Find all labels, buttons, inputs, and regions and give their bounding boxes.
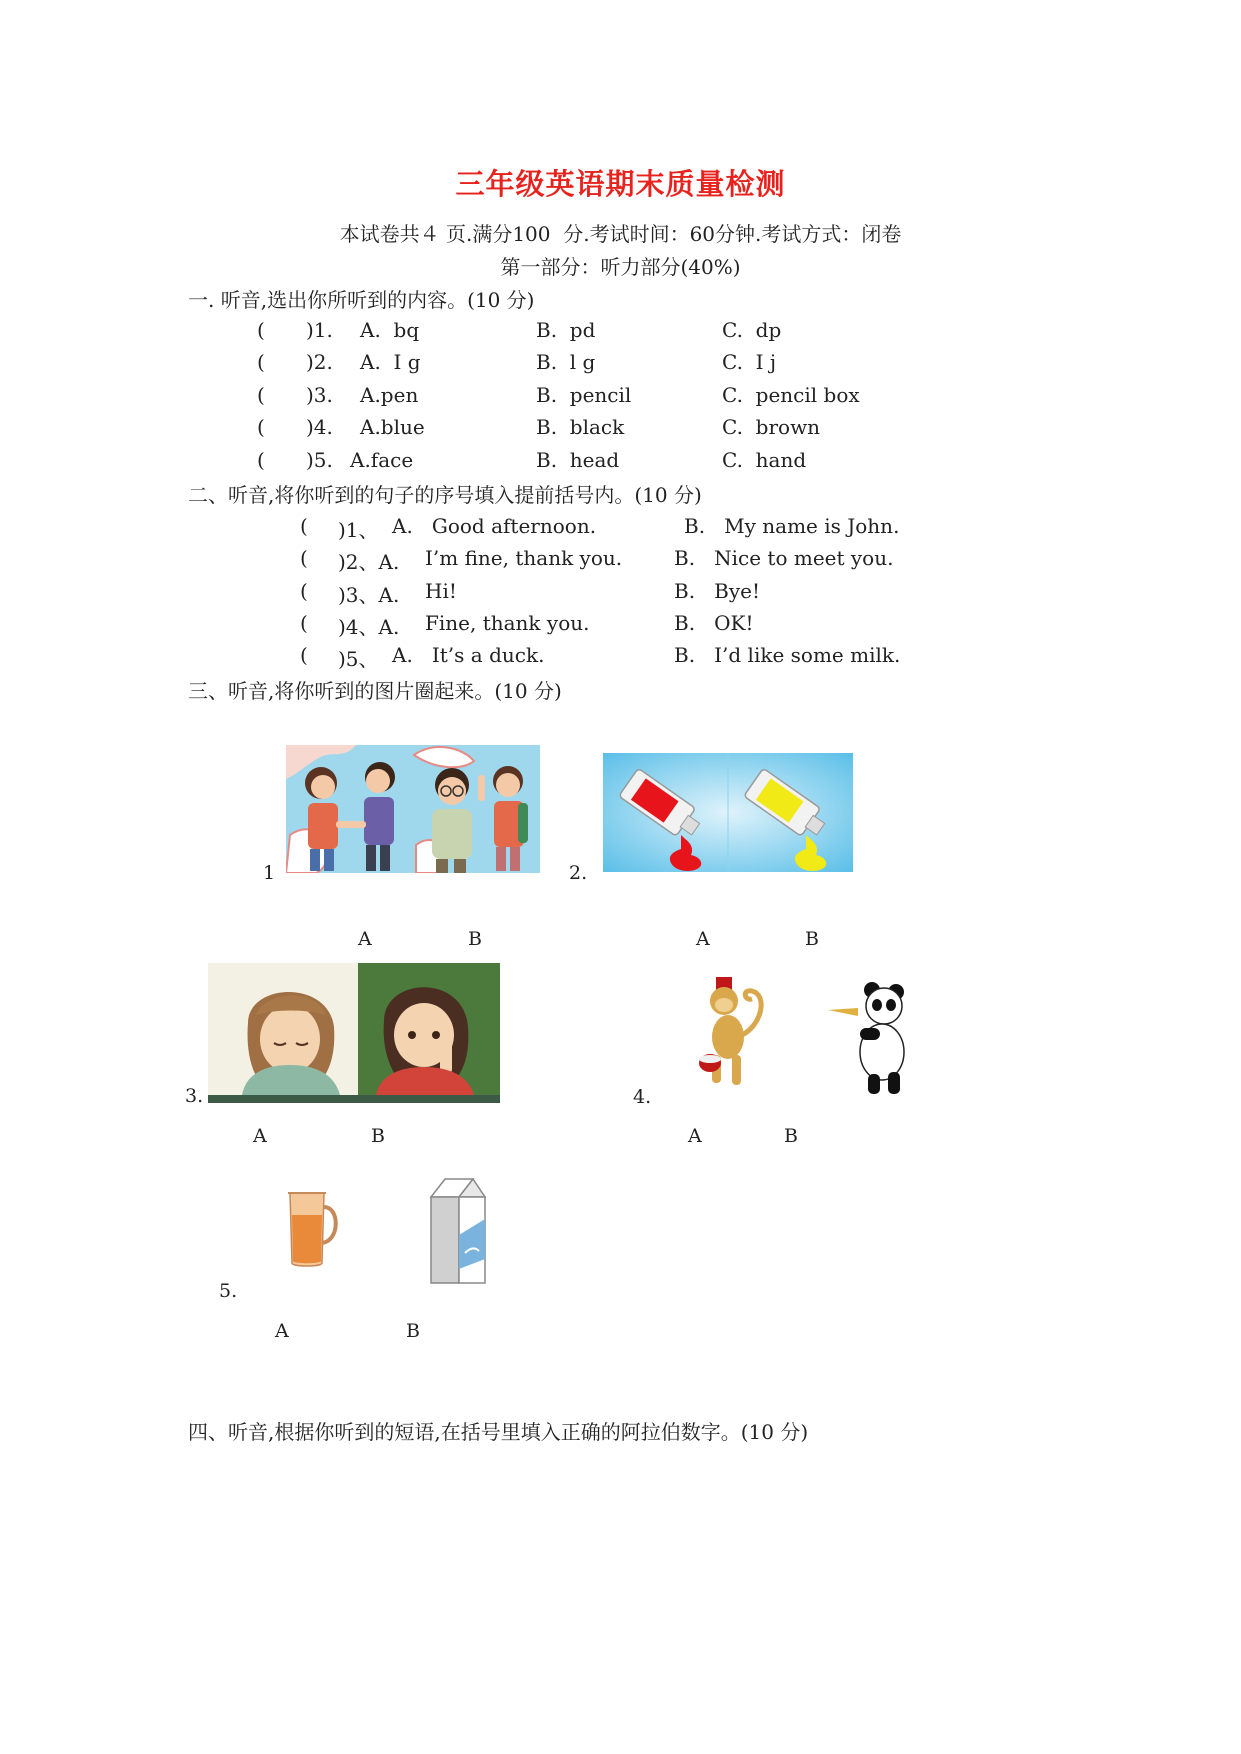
option-b: B. pd	[536, 318, 596, 342]
children-greeting-illustration	[286, 745, 540, 873]
answer-paren[interactable]: (	[257, 383, 265, 407]
item-number: )1、	[338, 518, 379, 542]
page-title: 三年级英语期末质量检测	[455, 167, 786, 201]
option-b: B. Bye!	[674, 579, 760, 603]
item-number: )3.	[306, 383, 333, 407]
option-b-label: B	[406, 1320, 420, 1342]
option-a-label: A	[358, 928, 372, 950]
option-a: A. Good afternoon.	[392, 514, 597, 538]
answer-paren[interactable]: (	[257, 350, 265, 374]
answer-paren[interactable]: (	[257, 415, 265, 439]
juice-picture[interactable]	[282, 1185, 342, 1270]
answer-paren[interactable]: (	[257, 448, 265, 472]
option-b-label: B	[468, 928, 482, 950]
item-number: )2.	[306, 350, 333, 374]
option-b-label: B	[805, 928, 819, 950]
option-a: Hi!	[425, 579, 457, 603]
paint-picture[interactable]	[603, 753, 853, 872]
answer-paren[interactable]: (	[300, 643, 308, 667]
option-b: B. Nice to meet you.	[674, 546, 894, 570]
option-a-label: A	[696, 928, 710, 950]
option-a: A.face	[350, 448, 414, 472]
panda-picture[interactable]	[824, 978, 910, 1096]
exam-info: 本试卷共４ 页.满分100 分.考试时间：60分钟.考试方式：闭卷	[339, 222, 902, 246]
panda-trumpet-icon	[824, 978, 910, 1096]
juice-jug-icon	[282, 1185, 342, 1270]
item-number: )4.	[306, 415, 333, 439]
milk-carton-icon	[425, 1175, 488, 1287]
answer-paren[interactable]: (	[300, 546, 308, 570]
monkey-picture[interactable]	[698, 975, 770, 1090]
option-a: I’m fine, thank you.	[425, 546, 623, 570]
option-a: A.blue	[360, 415, 425, 439]
option-a: Fine, thank you.	[425, 611, 590, 635]
greeting-picture[interactable]	[286, 745, 540, 873]
option-c: C. brown	[722, 415, 821, 439]
item-number: )5.	[306, 448, 333, 472]
option-a-label: A	[275, 1320, 289, 1342]
item-number: )1.	[306, 318, 333, 342]
option-c: C. dp	[722, 318, 782, 342]
item-number: )3、A.	[338, 583, 400, 607]
section4-heading: 四、听音,根据你听到的短语,在括号里填入正确的阿拉伯数字。(10 分)	[188, 1420, 809, 1444]
section2-heading: 二、听音,将你听到的句子的序号填入提前括号内。(10 分)	[188, 483, 702, 507]
option-a: A. It’s a duck.	[392, 643, 545, 667]
girl-feeling-picture[interactable]	[208, 963, 500, 1103]
option-a-label: A	[253, 1125, 267, 1147]
option-b: B. I’d like some milk.	[674, 643, 901, 667]
milk-picture[interactable]	[425, 1175, 488, 1287]
option-b: B. pencil	[536, 383, 632, 407]
option-c: C. hand	[722, 448, 807, 472]
option-b-label: B	[784, 1125, 798, 1147]
answer-paren[interactable]: (	[257, 318, 265, 342]
question-number: 3.	[185, 1085, 204, 1107]
girls-illustration	[208, 963, 500, 1103]
option-b: B. black	[536, 415, 625, 439]
option-c: C. pencil box	[722, 383, 860, 407]
answer-paren[interactable]: (	[300, 611, 308, 635]
answer-paren[interactable]: (	[300, 579, 308, 603]
question-number: 1	[263, 862, 276, 884]
option-b: B. l g	[536, 350, 596, 374]
section3-heading: 三、听音,将你听到的图片圈起来。(10 分)	[188, 679, 562, 703]
option-c: C. I j	[722, 350, 777, 374]
option-a: A. I g	[360, 350, 421, 374]
option-b: B. head	[536, 448, 620, 472]
section1-heading: 一. 听音,选出你所听到的内容。(10 分)	[188, 288, 535, 312]
paint-tubes-illustration	[603, 753, 853, 872]
option-b-label: B	[371, 1125, 385, 1147]
monkey-drum-icon	[698, 975, 770, 1090]
item-number: )5、	[338, 647, 379, 671]
option-a: A. bq	[360, 318, 420, 342]
option-a: A.pen	[360, 383, 419, 407]
item-number: )4、A.	[338, 615, 400, 639]
part-heading: 第一部分：听力部分(40%)	[500, 255, 741, 279]
question-number: 2.	[569, 862, 588, 884]
option-b: B. My name is John.	[684, 514, 900, 538]
question-number: 4.	[633, 1086, 652, 1108]
option-a-label: A	[688, 1125, 702, 1147]
answer-paren[interactable]: (	[300, 514, 308, 538]
option-b: B. OK!	[674, 611, 754, 635]
item-number: )2、A.	[338, 550, 400, 574]
question-number: 5.	[219, 1280, 238, 1302]
